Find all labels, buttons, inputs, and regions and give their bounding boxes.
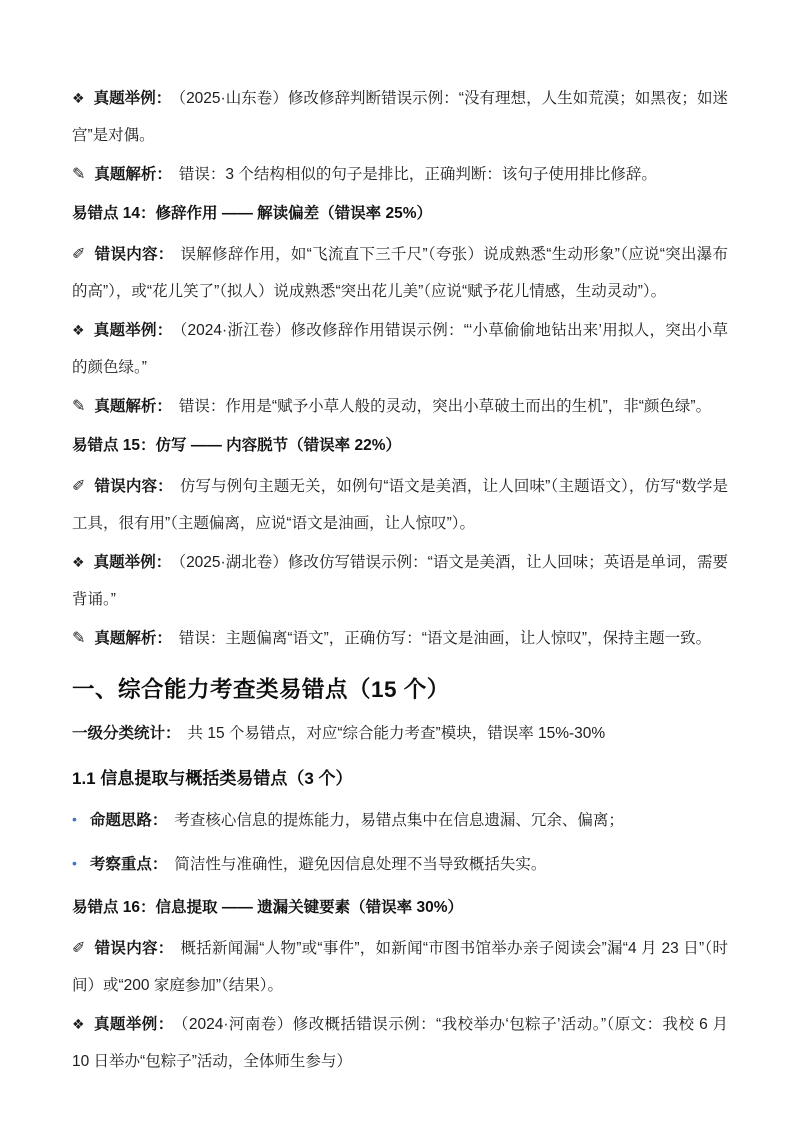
exam-example-paragraph [72, 80, 728, 154]
paragraph-text: 概括新闻漏“人物”或“事件”，如新闻“市图书馆举办亲子阅读会”漏“4 月 23 日”（时间）或“200 家庭参加”（结果）。 [72, 940, 728, 994]
paragraph-label: 真题举例： [93, 90, 172, 107]
diamond-icon: ❖ [72, 90, 85, 106]
bullet-icon: • [72, 855, 77, 871]
pencil-icon: ✎ [72, 166, 86, 183]
exam-analysis-paragraph [72, 620, 728, 657]
error-point-heading-16: 易错点 16：信息提取 —— 遗漏关键要素（错误率 30%） [72, 899, 463, 916]
paragraph-text: （2025·山东卷）修改修辞判断错误示例：“没有理想，人生如荒漠；如黑夜；如迷宫”是对偶。 [72, 90, 728, 144]
paragraph-text: 错误：3 个结构相似的句子是排比，正确判断：该句子使用排比修辞。 [178, 166, 657, 183]
category-stat-paragraph [72, 715, 728, 752]
diamond-icon: ❖ [72, 322, 85, 338]
paragraph-text: （2025·湖北卷）修改仿写错误示例：“语文是美酒，让人回味；英语是单词，需要背诵。” [72, 554, 728, 608]
paragraph-label: 真题举例： [93, 1016, 174, 1033]
paragraph-text: 仿写与例句主题无关，如例句“语文是美酒，让人回味”（主题语文），仿写“数学是工具，很有用”（主题偏离，应说“语文是油画，让人惊叹”）。 [72, 478, 728, 532]
paragraph-label: 一级分类统计： [72, 725, 181, 742]
pencil-outline-icon: ✐ [72, 478, 86, 495]
exam-example-paragraph [72, 1006, 728, 1080]
bullet-item [72, 845, 728, 883]
paragraph-label: 错误内容： [94, 940, 174, 957]
error-content-paragraph [72, 468, 728, 542]
error-point-heading-14: 易错点 14：修辞作用 —— 解读偏差（错误率 25%） [72, 205, 432, 222]
paragraph-label: 真题举例： [93, 554, 172, 571]
paragraph-text: 错误：主题偏离“语文”，正确仿写：“语文是油画，让人惊叹”，保持主题一致。 [178, 630, 712, 647]
paragraph-label: 命题思路： [89, 812, 168, 829]
exam-example-paragraph [72, 312, 728, 386]
exam-analysis-paragraph [72, 156, 728, 193]
paragraph-text: 考查核心信息的提炼能力，易错点集中在信息遗漏、冗余、偏离； [174, 812, 624, 829]
error-content-paragraph [72, 236, 728, 310]
section-heading: 一、综合能力考查类易错点（15 个） [72, 677, 450, 702]
paragraph-label: 错误内容： [94, 246, 174, 263]
diamond-icon: ❖ [72, 554, 85, 570]
exam-example-paragraph [72, 544, 728, 618]
paragraph-text: （2024·浙江卷）修改修辞作用错误示例：“‘小草偷偷地钻出来’用拟人，突出小草的颜色绿。” [72, 322, 728, 376]
exam-analysis-paragraph [72, 388, 728, 425]
sub-section-heading: 1.1 信息提取与概括类易错点（3 个） [72, 769, 353, 788]
error-point-heading-15: 易错点 15：仿写 —— 内容脱节（错误率 22%） [72, 437, 401, 454]
paragraph-text: 简洁性与准确性，避免因信息处理不当导致概括失实。 [174, 856, 547, 873]
paragraph-text: 共 15 个易错点，对应“综合能力考查”模块，错误率 15%-30% [187, 725, 606, 742]
paragraph-label: 真题举例： [93, 322, 173, 339]
paragraph-label: 考察重点： [89, 856, 168, 873]
pencil-outline-icon: ✐ [72, 940, 86, 957]
paragraph-text: 误解修辞作用，如“飞流直下三千尺”（夸张）说成熟悉“生动形象”（应说“突出瀑布的高”），或“花儿笑了”（拟人）说成熟悉“突出花儿美”（应说“赋予花儿情感，生动灵动”）。 [72, 246, 728, 300]
paragraph-label: 真题解析： [94, 166, 172, 183]
paragraph-text: 错误：作用是“赋予小草人般的灵动，突出小草破土而出的生机”，非“颜色绿”。 [178, 398, 712, 415]
pencil-icon: ✎ [72, 630, 86, 647]
pencil-icon: ✎ [72, 398, 86, 415]
diamond-icon: ❖ [72, 1016, 85, 1032]
paragraph-text: （2024·河南卷）修改概括错误示例：“我校举办‘包粽子’活动。”（原文：我校 6 月 10 日举办“包粽子”活动，全体师生参与） [72, 1016, 728, 1070]
paragraph-label: 错误内容： [94, 478, 173, 495]
pencil-outline-icon: ✐ [72, 246, 86, 263]
paragraph-label: 真题解析： [94, 398, 172, 415]
bullet-item [72, 801, 728, 839]
paragraph-label: 真题解析： [94, 630, 172, 647]
bullet-icon: • [72, 811, 77, 827]
error-content-paragraph [72, 930, 728, 1004]
